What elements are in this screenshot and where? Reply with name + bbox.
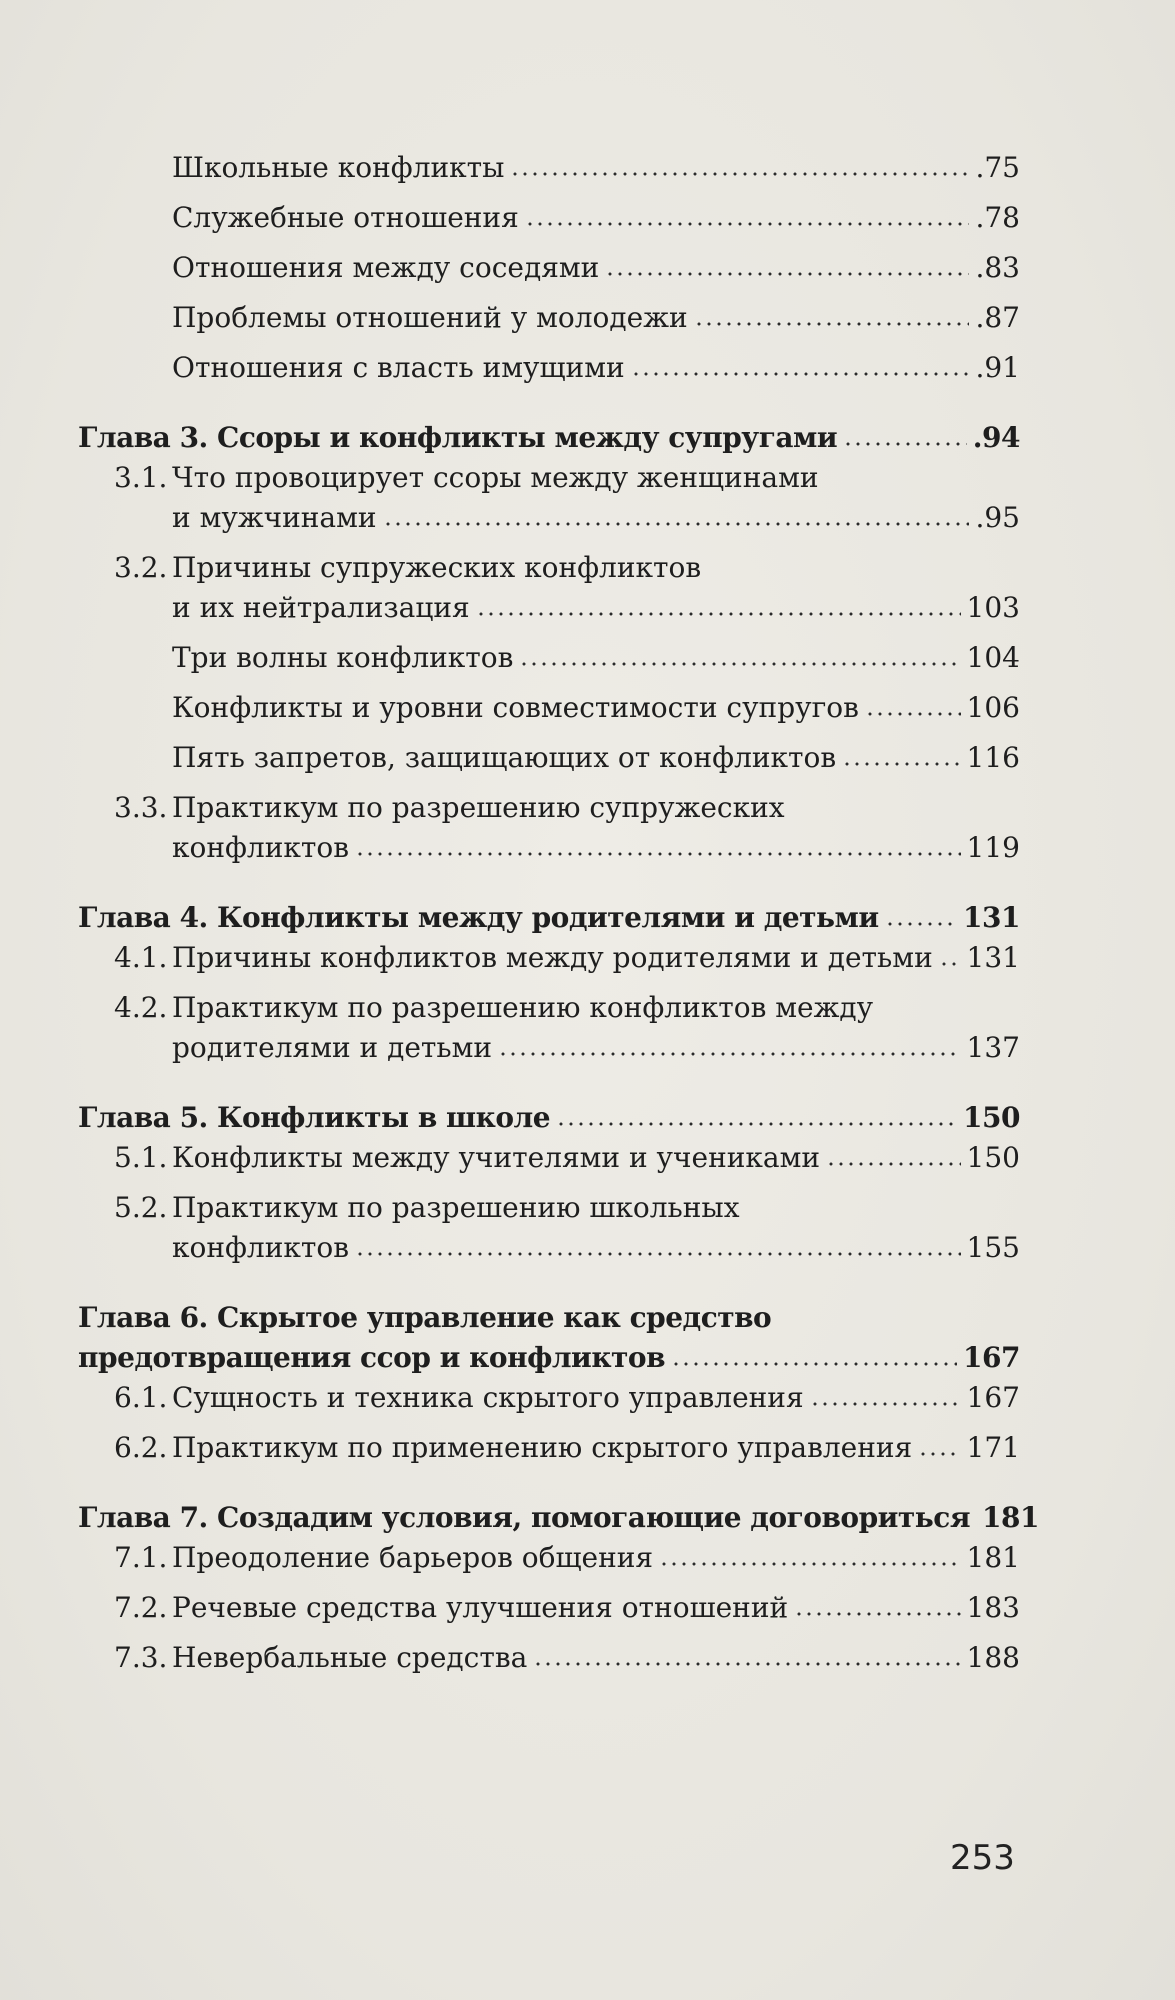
toc-entry-title: Отношения между соседями	[172, 251, 600, 284]
dot-leader	[918, 1449, 960, 1459]
toc-page-number: 183	[966, 1591, 1020, 1624]
dot-leader	[498, 1049, 960, 1059]
toc-subentry	[78, 738, 1020, 778]
toc-page-number: .91	[975, 351, 1020, 384]
toc-page-number: 181	[982, 1501, 1039, 1534]
toc-page-number: 131	[966, 941, 1020, 974]
section-title-line1: Практикум по разрешению супружеских	[172, 791, 785, 824]
table-of-contents	[78, 148, 1039, 1678]
toc-entry-title: Пять запретов, защищающих от конфликтов	[172, 741, 837, 774]
chapter-title: Глава 5. Конфликты в школе	[78, 1101, 551, 1134]
section-title-line1: Практикум по разрешению школьных	[172, 1191, 740, 1224]
toc-subentry	[78, 638, 1020, 678]
toc-section-6-1	[78, 1378, 1020, 1418]
chapter-title: Глава 3. Ссоры и конфликты между супругами	[78, 421, 838, 454]
toc-section-5-1	[78, 1138, 1020, 1178]
section-title-line2: конфликтов	[172, 831, 349, 864]
toc-section-7-3	[78, 1638, 1020, 1678]
section-number: 6.1.	[114, 1381, 168, 1414]
dot-leader	[355, 1249, 961, 1259]
toc-page-number: 188	[966, 1641, 1020, 1674]
toc-entry-title: Конфликты и уровни совместимости супругов	[172, 691, 859, 724]
dot-leader	[842, 759, 960, 769]
dot-leader	[383, 519, 970, 529]
section-number: 5.2.	[114, 1191, 168, 1224]
chapter-title: Глава 7. Создадим условия, помогающие договориться	[78, 1501, 971, 1534]
dot-leader	[476, 609, 961, 619]
section-number: 4.2.	[114, 991, 168, 1024]
dot-leader	[525, 219, 970, 229]
toc-chapter-7	[78, 1498, 1039, 1538]
section-title: Речевые средства улучшения отношений	[172, 1591, 789, 1624]
toc-section-4-1	[78, 938, 1020, 978]
section-title-line1: Что провоцирует ссоры между женщинами	[172, 461, 819, 494]
toc-page-number: 150	[963, 1101, 1020, 1134]
section-title-line1: Практикум по разрешению конфликтов между	[172, 991, 874, 1024]
section-number: 3.2.	[114, 551, 168, 584]
dot-leader	[810, 1399, 961, 1409]
toc-subentry	[78, 298, 1020, 338]
toc-page-number: .95	[975, 501, 1020, 534]
dot-leader	[659, 1559, 960, 1569]
page-number: 253	[950, 1838, 1015, 1878]
toc-page-number: 150	[966, 1141, 1020, 1174]
section-number: 7.1.	[114, 1541, 168, 1574]
toc-page-number: 103	[966, 591, 1020, 624]
section-number: 7.3.	[114, 1641, 168, 1674]
toc-section-3-3	[78, 788, 1020, 868]
toc-entry-title: Проблемы отношений у молодежи	[172, 301, 688, 334]
toc-page-number: 167	[966, 1381, 1020, 1414]
section-title: Невербальные средства	[172, 1641, 528, 1674]
dot-leader	[605, 269, 969, 279]
toc-page-number: 171	[966, 1431, 1020, 1464]
toc-chapter-6	[78, 1298, 1020, 1378]
dot-leader	[794, 1609, 960, 1619]
section-title-line2: и мужчинами	[172, 501, 377, 534]
toc-section-7-2	[78, 1588, 1020, 1628]
toc-page-number: 181	[966, 1541, 1020, 1574]
toc-entry-title: Отношения с власть имущими	[172, 351, 625, 384]
section-title: Преодоление барьеров общения	[172, 1541, 654, 1574]
section-title: Причины конфликтов между родителями и детьми	[172, 941, 933, 974]
toc-section-3-1	[78, 458, 1020, 538]
toc-entry-title: Три волны конфликтов	[172, 641, 514, 674]
toc-section-7-1	[78, 1538, 1020, 1578]
section-title-line2: конфликтов	[172, 1231, 349, 1264]
section-number: 5.1.	[114, 1141, 168, 1174]
toc-subentry	[78, 348, 1020, 388]
section-title-line2: родителями и детьми	[172, 1031, 493, 1064]
toc-section-4-2	[78, 988, 1020, 1068]
section-title-line1: Причины супружеских конфликтов	[172, 551, 702, 584]
section-number: 3.3.	[114, 791, 168, 824]
dot-leader	[519, 659, 960, 669]
dot-leader	[694, 319, 970, 329]
dot-leader	[826, 1159, 961, 1169]
toc-subentry	[78, 248, 1020, 288]
dot-leader	[865, 709, 961, 719]
dot-leader	[631, 369, 970, 379]
toc-chapter-5	[78, 1098, 1020, 1138]
toc-page-number: 119	[966, 831, 1020, 864]
dot-leader	[885, 919, 957, 929]
toc-section-5-2	[78, 1188, 1020, 1268]
toc-page-number: 167	[963, 1341, 1020, 1374]
toc-chapter-3	[78, 418, 1020, 458]
dot-leader	[355, 849, 961, 859]
toc-entry-title: Служебные отношения	[172, 201, 519, 234]
dot-leader	[843, 439, 967, 449]
section-number: 6.2.	[114, 1431, 168, 1464]
toc-page-number: .75	[975, 151, 1020, 184]
section-title-line2: и их нейтрализация	[172, 591, 470, 624]
toc-page-number: 131	[963, 901, 1020, 934]
toc-entry-title: Школьные конфликты	[172, 151, 505, 184]
toc-page-number: .94	[972, 421, 1020, 454]
toc-section-3-2	[78, 548, 1020, 628]
toc-page-number: 104	[966, 641, 1020, 674]
section-title: Конфликты между учителями и учениками	[172, 1141, 821, 1174]
section-title: Практикум по применению скрытого управления	[172, 1431, 913, 1464]
toc-page-number: 155	[966, 1231, 1020, 1264]
section-number: 7.2.	[114, 1591, 168, 1624]
section-number: 3.1.	[114, 461, 168, 494]
dot-leader	[556, 1119, 957, 1129]
toc-subentry	[78, 148, 1020, 188]
dot-leader	[533, 1659, 960, 1669]
chapter-title-line1: Глава 6. Скрытое управление как средство	[78, 1301, 772, 1334]
toc-page-number: 137	[966, 1031, 1020, 1064]
toc-page-number: .83	[975, 251, 1020, 284]
toc-chapter-4	[78, 898, 1020, 938]
toc-page-number: .78	[975, 201, 1020, 234]
dot-leader	[510, 169, 969, 179]
toc-page-number: 106	[966, 691, 1020, 724]
toc-page-number: .87	[975, 301, 1020, 334]
section-number: 4.1.	[114, 941, 168, 974]
chapter-title-line2: предотвращения ссор и конфликтов	[78, 1341, 666, 1374]
toc-page-number: 116	[966, 741, 1020, 774]
dot-leader	[671, 1359, 957, 1369]
dot-leader	[939, 959, 961, 969]
section-title: Сущность и техника скрытого управления	[172, 1381, 804, 1414]
toc-subentry	[78, 198, 1020, 238]
chapter-title: Глава 4. Конфликты между родителями и детьми	[78, 901, 879, 934]
toc-section-6-2	[78, 1428, 1020, 1468]
toc-subentry	[78, 688, 1020, 728]
